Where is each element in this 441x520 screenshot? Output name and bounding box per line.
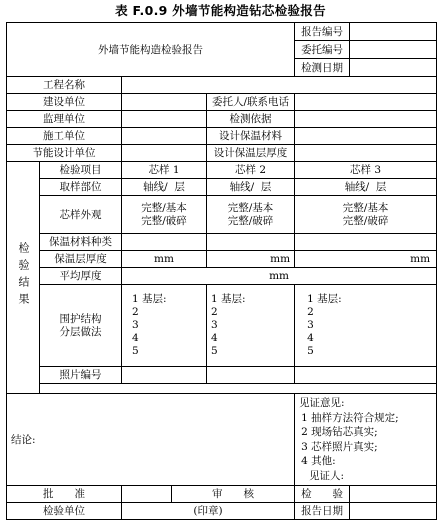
avg-thickness-value[interactable]: mm (122, 268, 437, 285)
test-date-value[interactable] (350, 59, 437, 77)
seal-label: (印章) (122, 503, 295, 520)
constructor-value[interactable] (122, 128, 207, 145)
design-insulation-material-value[interactable] (295, 128, 437, 145)
photo-no-label: 照片编号 (40, 367, 122, 384)
energy-design-unit-value[interactable] (122, 145, 207, 162)
project-name-value[interactable] (122, 77, 437, 94)
core-3-layers[interactable]: 1 基层: 2 3 4 5 (295, 285, 437, 367)
core-3-material[interactable] (295, 234, 437, 251)
design-insulation-material-label: 设计保温材料 (207, 128, 295, 145)
report-date-label: 报告日期 (295, 503, 350, 520)
core-1-appearance[interactable]: 完整/基本 完整/破碎 (122, 196, 207, 234)
core-1-thickness[interactable]: mm (122, 251, 207, 268)
core-3-thickness[interactable]: mm (295, 251, 437, 268)
report-no-value[interactable] (350, 23, 437, 41)
constructor-label: 施工单位 (7, 128, 122, 145)
core-1-photo[interactable] (122, 367, 207, 384)
test-basis-value[interactable] (295, 111, 437, 128)
client-contact-label: 委托人/联系电话 (207, 94, 295, 111)
core-3-photo[interactable] (295, 367, 437, 384)
report-no-label: 报告编号 (295, 23, 350, 41)
results-section-label: 检验结果 (7, 162, 40, 394)
core-2-location[interactable]: 轴线/ 层 (207, 179, 295, 196)
design-insulation-thickness-label: 设计保温层厚度 (207, 145, 295, 162)
review-label: 审 核 (172, 486, 295, 503)
core-1-header: 芯样 1 (122, 162, 207, 179)
core-3-header: 芯样 3 (295, 162, 437, 179)
core-1-material[interactable] (122, 234, 207, 251)
test-date-label: 检测日期 (295, 59, 350, 77)
core-2-thickness[interactable]: mm (207, 251, 295, 268)
inspection-unit-label: 检验单位 (7, 503, 122, 520)
approve-value[interactable] (122, 486, 172, 503)
design-insulation-thickness-value[interactable] (295, 145, 437, 162)
test-basis-label: 检测依据 (207, 111, 295, 128)
client-contact-value[interactable] (295, 94, 437, 111)
project-name-label: 工程名称 (7, 77, 122, 94)
item-label: 检验项目 (40, 162, 122, 179)
thickness-label: 保温层厚度 (40, 251, 122, 268)
core-2-layers[interactable]: 1 基层: 2 3 4 5 (207, 285, 295, 367)
approve-label: 批 准 (7, 486, 122, 503)
energy-design-unit-label: 节能设计单位 (7, 145, 122, 162)
builder-value[interactable] (122, 94, 207, 111)
table-caption: 表 F.0.9 外墙节能构造钻芯检验报告 (115, 3, 326, 18)
report-date-value[interactable] (350, 503, 437, 520)
sampling-location-label: 取样部位 (40, 179, 122, 196)
core-3-appearance[interactable]: 完整/基本 完整/破碎 (295, 196, 437, 234)
supervisor-label: 监理单位 (7, 111, 122, 128)
commission-no-label: 委托编号 (295, 41, 350, 59)
appearance-label: 芯样外观 (40, 196, 122, 234)
conclusion-cell[interactable]: 结论: (7, 394, 295, 486)
core-1-location[interactable]: 轴线/ 层 (122, 179, 207, 196)
inspect-label: 检 验 (295, 486, 350, 503)
material-type-label: 保温材料种类 (40, 234, 122, 251)
core-2-material[interactable] (207, 234, 295, 251)
results-spacer (40, 384, 437, 394)
report-title: 外墙节能构造检验报告 (7, 23, 295, 77)
core-2-photo[interactable] (207, 367, 295, 384)
core-3-location[interactable]: 轴线/ 层 (295, 179, 437, 196)
avg-thickness-label: 平均厚度 (40, 268, 122, 285)
witness-opinion[interactable]: 见证意见: 1 抽样方法符合规定; 2 现场钻芯真实; 3 芯样照片真实; 4 其他: 见证人: (295, 394, 437, 486)
core-1-layers[interactable]: 1 基层: 2 3 4 5 (122, 285, 207, 367)
core-2-appearance[interactable]: 完整/基本 完整/破碎 (207, 196, 295, 234)
builder-label: 建设单位 (7, 94, 122, 111)
commission-no-value[interactable] (350, 41, 437, 59)
core-2-header: 芯样 2 (207, 162, 295, 179)
inspect-value[interactable] (350, 486, 437, 503)
inspection-report-table (6, 22, 437, 520)
supervisor-value[interactable] (122, 111, 207, 128)
layer-method-label: 围护结构 分层做法 (40, 285, 122, 367)
